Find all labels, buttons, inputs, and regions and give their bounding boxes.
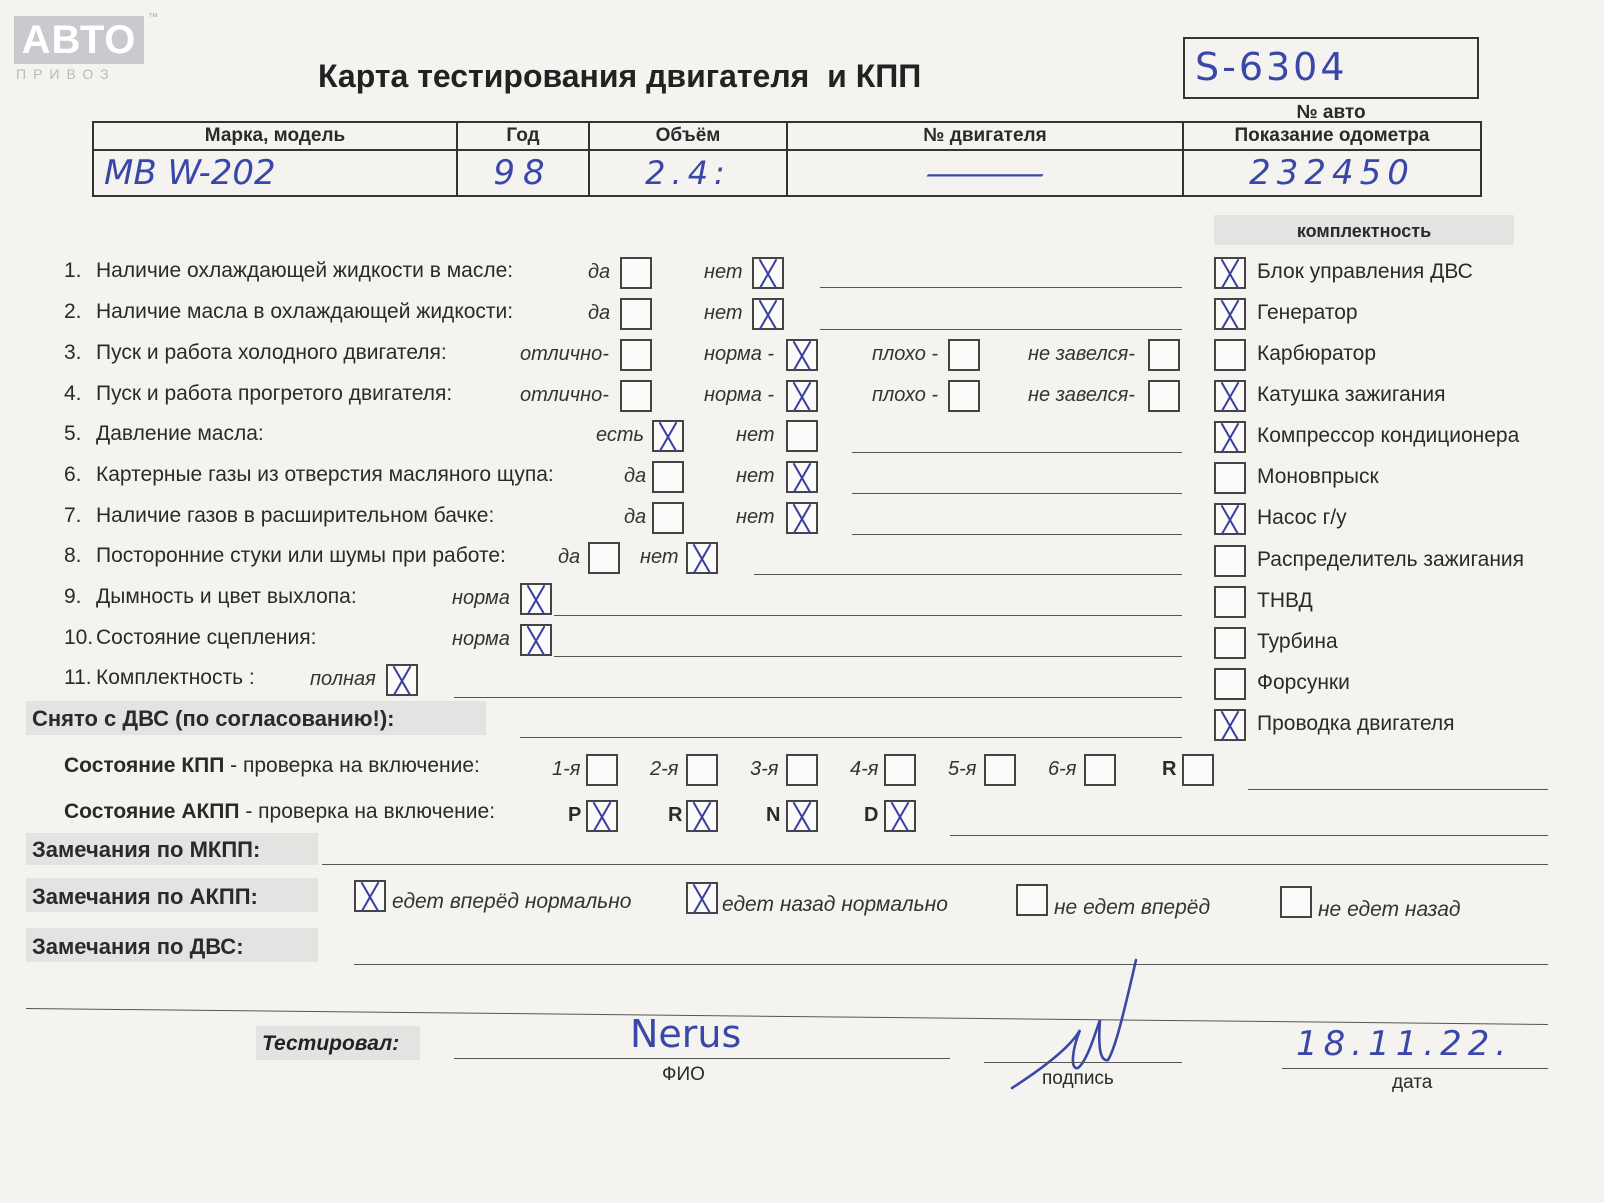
option-checkbox[interactable] <box>786 380 818 412</box>
date-line <box>1282 1068 1548 1069</box>
akpp-gear-label: P <box>568 804 582 826</box>
option-checkbox[interactable] <box>786 502 818 534</box>
checkbox[interactable] <box>1214 298 1246 330</box>
fio-line <box>454 1058 950 1059</box>
answer-line <box>454 697 1182 698</box>
akpp-gear-checkbox[interactable] <box>686 800 718 832</box>
vehicle-header-table <box>92 121 1482 197</box>
akpp-remark-checkbox[interactable] <box>1016 884 1048 916</box>
option-checkbox[interactable] <box>1148 339 1180 371</box>
answer-line <box>754 574 1182 575</box>
gear-label: 2-я <box>650 758 679 780</box>
checkbox[interactable] <box>1214 421 1246 453</box>
question-number: 3. <box>64 341 82 364</box>
brand-label: Марка, модель <box>204 125 346 146</box>
question-number: 4. <box>64 382 82 405</box>
option-label: да <box>588 261 611 283</box>
question-text: Наличие охлаждающей жидкости в масле: <box>96 259 514 282</box>
question-text: Наличие масла в охлаждающей жидкости: <box>96 300 514 323</box>
completeness-label: Генератор <box>1257 301 1358 324</box>
akpp-gear-checkbox[interactable] <box>786 800 818 832</box>
volume-value: 2.4: <box>645 154 731 192</box>
checkbox[interactable] <box>1214 462 1246 494</box>
remarks-akpp-label: Замечания по АКПП: <box>32 884 258 909</box>
completeness-label: Насос г/у <box>1257 506 1347 529</box>
checkbox[interactable] <box>1214 257 1246 289</box>
engine-label: № двигателя <box>923 125 1047 146</box>
question-text: Посторонние стуки или шумы при работе: <box>96 544 506 567</box>
option-checkbox[interactable] <box>520 583 552 615</box>
question-text: Состояние сцепления: <box>96 626 317 649</box>
gear-label: 6-я <box>1048 758 1077 780</box>
option-label: нет <box>704 261 743 283</box>
answer-line <box>852 452 1182 453</box>
option-checkbox[interactable] <box>652 461 684 493</box>
removed-label: Снято с ДВС (по согласованию!): <box>32 706 395 731</box>
completeness-label: Блок управления ДВС <box>1257 260 1473 283</box>
question-text: Пуск и работа холодного двигателя: <box>96 341 447 364</box>
gear-label: 5-я <box>948 758 977 780</box>
gear-label: 1-я <box>552 758 581 780</box>
option-checkbox[interactable] <box>620 380 652 412</box>
engine-value: — <box>921 154 1049 192</box>
question-number: 9. <box>64 585 82 608</box>
question-number: 10. <box>64 626 94 649</box>
answer-line <box>820 329 1182 330</box>
gear-label: 4-я <box>850 758 879 780</box>
gear-checkbox[interactable] <box>686 754 718 786</box>
option-label: есть <box>596 424 645 446</box>
akpp-label <box>64 800 495 824</box>
volume-label: Объём <box>655 125 721 146</box>
kpp-label-rest: - проверка на включение: <box>224 754 480 777</box>
logo-tm: ™ <box>148 12 158 23</box>
question-number: 7. <box>64 504 82 527</box>
auto-number-value: S-6304 <box>1195 45 1348 89</box>
question-text: Пуск и работа прогретого двигателя: <box>96 382 453 405</box>
question-number: 2. <box>64 300 82 323</box>
remarks-mkpp-line <box>322 864 1548 865</box>
option-label: да <box>624 465 647 487</box>
option-label: не завелся- <box>1028 343 1135 365</box>
completeness-label: Форсунки <box>1257 671 1350 694</box>
option-checkbox[interactable] <box>752 298 784 330</box>
option-checkbox[interactable] <box>620 339 652 371</box>
question-number: 5. <box>64 422 82 445</box>
option-checkbox[interactable] <box>1148 380 1180 412</box>
option-label: норма - <box>704 384 775 406</box>
akpp-gear-checkbox[interactable] <box>884 800 916 832</box>
kpp-label-bold: Состояние КПП <box>64 754 225 777</box>
odometer-label: Показание одометра <box>1234 125 1430 146</box>
checkbox[interactable] <box>1214 380 1246 412</box>
option-checkbox[interactable] <box>588 542 620 574</box>
answer-line <box>554 656 1182 657</box>
gear-label: 3-я <box>750 758 779 780</box>
answer-line <box>820 287 1182 288</box>
akpp-remark-label: не едет вперёд <box>1054 896 1211 919</box>
tester-name: Nerus <box>630 1012 742 1056</box>
logo-sub: ПРИВОЗ <box>16 66 116 82</box>
remarks-dvs-label: Замечания по ДВС: <box>32 934 244 959</box>
answer-line <box>554 615 1182 616</box>
akpp-remark-label: едет назад нормально <box>722 893 948 916</box>
option-checkbox[interactable] <box>948 339 980 371</box>
option-label: полная <box>310 668 376 690</box>
question-number: 1. <box>64 259 82 282</box>
kpp-label <box>64 754 480 778</box>
option-checkbox[interactable] <box>520 624 552 656</box>
akpp-label-rest: - проверка на включение: <box>239 800 496 823</box>
checkbox[interactable] <box>1214 545 1246 577</box>
gear-checkbox[interactable] <box>1084 754 1116 786</box>
option-label: нет <box>736 424 775 446</box>
option-label: да <box>624 506 647 528</box>
completeness-label: Моновпрыск <box>1257 465 1379 488</box>
checkbox[interactable] <box>1214 503 1246 535</box>
completeness-label: Турбина <box>1257 630 1338 653</box>
option-checkbox[interactable] <box>752 257 784 289</box>
akpp-label-bold: Состояние АКПП <box>64 800 240 823</box>
completeness-label: Компрессор кондиционера <box>1257 424 1520 447</box>
question-text: Комплектность : <box>96 666 255 689</box>
completeness-heading: комплектность <box>1296 221 1432 241</box>
option-label: плохо - <box>872 384 939 406</box>
completeness-label: Катушка зажигания <box>1257 383 1446 406</box>
completeness-label: Карбюратор <box>1257 342 1377 365</box>
akpp-remark-checkbox[interactable] <box>354 880 386 912</box>
option-checkbox[interactable] <box>786 461 818 493</box>
odometer-value: 232450 <box>1249 153 1415 193</box>
answer-line <box>852 493 1182 494</box>
fio-label: ФИО <box>662 1064 705 1085</box>
tested-label: Тестировал: <box>262 1032 400 1055</box>
option-label: да <box>588 302 611 324</box>
akpp-gear-checkbox[interactable] <box>586 800 618 832</box>
option-label: нет <box>736 465 775 487</box>
option-label: норма <box>452 587 510 609</box>
option-checkbox[interactable] <box>620 257 652 289</box>
akpp-remark-checkbox[interactable] <box>686 882 718 914</box>
option-checkbox[interactable] <box>786 339 818 371</box>
year-label: Год <box>506 125 540 146</box>
akpp-gear-label: D <box>864 804 879 826</box>
option-label: отлично- <box>520 343 609 365</box>
gear-checkbox[interactable] <box>884 754 916 786</box>
gear-checkbox[interactable] <box>1182 754 1214 786</box>
page-title: Карта тестирования двигателя и КПП <box>318 58 922 94</box>
kpp-line <box>1248 789 1548 790</box>
brand-value: MB W-202 <box>104 153 276 193</box>
option-label: да <box>558 546 581 568</box>
question-number: 6. <box>64 463 82 486</box>
option-checkbox[interactable] <box>948 380 980 412</box>
question-number: 11. <box>64 666 92 689</box>
option-label: норма <box>452 628 510 650</box>
remarks-dvs-line <box>354 964 1548 965</box>
question-text: Картерные газы из отверстия масляного щупа: <box>96 463 554 486</box>
checkbox[interactable] <box>1214 586 1246 618</box>
checkbox[interactable] <box>1214 668 1246 700</box>
option-label: нет <box>704 302 743 324</box>
signature-label: подпись <box>1042 1068 1114 1089</box>
question-text: Дымность и цвет выхлопа: <box>96 585 357 608</box>
signature-line <box>984 1062 1182 1063</box>
test-date: 18.11.22. <box>1296 1024 1513 1064</box>
option-label: норма - <box>704 343 775 365</box>
completeness-label: Проводка двигателя <box>1257 712 1455 735</box>
gear-checkbox[interactable] <box>984 754 1016 786</box>
option-checkbox[interactable] <box>686 542 718 574</box>
question-text: Наличие газов в расширительном бачке: <box>96 504 495 527</box>
date-label: дата <box>1392 1072 1433 1093</box>
option-checkbox[interactable] <box>652 502 684 534</box>
akpp-line <box>950 835 1548 836</box>
option-label: нет <box>640 546 679 568</box>
option-label: отлично- <box>520 384 609 406</box>
logo-main: АВТО <box>14 16 144 64</box>
option-label: нет <box>736 506 775 528</box>
akpp-remark-label: не едет назад <box>1318 898 1461 921</box>
auto-number-box <box>1183 37 1479 99</box>
completeness-label: ТНВД <box>1257 589 1313 612</box>
checkbox[interactable] <box>1214 709 1246 741</box>
auto-number-label: № авто <box>1296 102 1366 123</box>
akpp-remark-checkbox[interactable] <box>1280 886 1312 918</box>
question-text: Давление масла: <box>96 422 264 445</box>
answer-line <box>852 534 1182 535</box>
completeness-label: Распределитель зажигания <box>1257 548 1525 571</box>
question-number: 8. <box>64 544 82 567</box>
option-checkbox[interactable] <box>652 420 684 452</box>
akpp-remark-label: едет вперёд нормально <box>392 890 632 913</box>
year-value: 98 <box>493 153 553 193</box>
option-checkbox[interactable] <box>786 420 818 452</box>
option-label: плохо - <box>872 343 939 365</box>
checkbox[interactable] <box>1214 339 1246 371</box>
logo <box>14 12 158 66</box>
remarks-mkpp-label: Замечания по МКПП: <box>32 837 261 862</box>
checkbox[interactable] <box>1214 627 1246 659</box>
gear-checkbox[interactable] <box>586 754 618 786</box>
gear-checkbox[interactable] <box>786 754 818 786</box>
akpp-gear-label: N <box>766 804 781 826</box>
option-checkbox[interactable] <box>620 298 652 330</box>
gear-label: R <box>1162 758 1177 780</box>
removed-line <box>520 737 1182 738</box>
option-checkbox[interactable] <box>386 664 418 696</box>
remarks-dvs-line-2 <box>26 1008 1548 1025</box>
akpp-gear-label: R <box>668 804 683 826</box>
option-label: не завелся- <box>1028 384 1135 406</box>
